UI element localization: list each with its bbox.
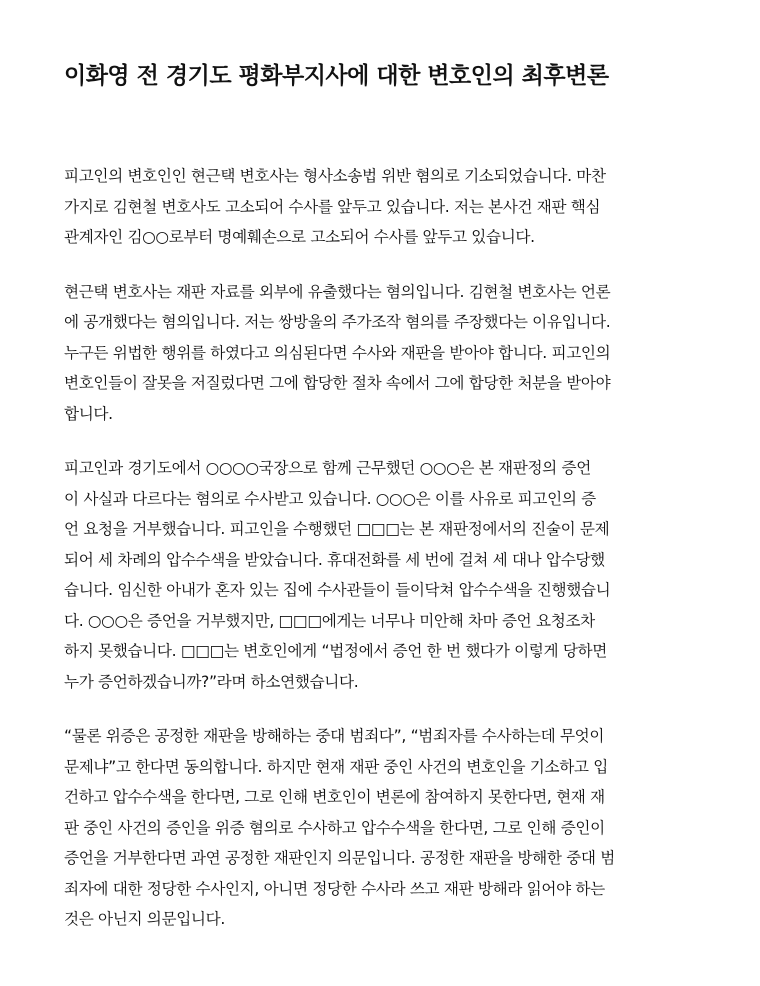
paragraph-1	[64, 161, 696, 253]
paragraph-line: 되어 세 차례의 압수수색을 받았습니다. 휴대전화를 세 번에 걸쳐 세 대나 압수당했	[64, 550, 605, 569]
paragraph-line: 하지 못했습니다. □□□는 변호인에게 “법정에서 증언 한 번 했다가 이렇게 당하면	[64, 642, 607, 660]
paragraph-4	[64, 721, 696, 935]
paragraph-line: “물론 위증은 공정한 재판을 방해하는 중대 범죄다”, “범죄자를 수사하는데 무엇이	[64, 727, 605, 745]
paragraph-line: 건하고 압수수색을 한다면, 그로 인해 변호인이 변론에 참여하지 못한다면, 현재 재	[64, 788, 605, 806]
paragraph-line: 누가 증언하겠습니까?”라며 하소연했습니다.	[64, 672, 359, 691]
paragraph-line: 증언을 거부한다면 과연 공정한 재판인지 의문입니다. 공정한 재판을 방해한 중대 범	[64, 849, 615, 867]
paragraph-3	[64, 453, 696, 697]
paragraph-line: 에 공개했다는 혐의입니다. 저는 쌍방울의 주가조작 혐의를 주장했다는 이유입니다.	[64, 313, 611, 331]
paragraph-line: 습니다. 임신한 아내가 혼자 있는 집에 수사관들이 들이닥쳐 압수수색을 진행했습니	[64, 581, 611, 599]
document-title: 이화영 전 경기도 평화부지사에 대한 변호인의 최후변론	[64, 63, 609, 89]
paragraph-line: 피고인과 경기도에서 ○○○○국장으로 함께 근무했던 ○○○은 본 재판정의 증언	[64, 459, 591, 477]
paragraph-line: 판 중인 사건의 증인을 위증 혐의로 수사하고 압수수색을 한다면, 그로 인해 증인이	[64, 818, 605, 837]
paragraph-line: 다. ○○○은 증언을 거부했지만, □□□에게는 너무나 미안해 차마 증언 요청조차	[64, 611, 595, 630]
paragraph-line: 누구든 위법한 행위를 하였다고 의심된다면 수사와 재판을 받아야 합니다. 피고인의	[64, 343, 611, 362]
paragraph-2	[64, 277, 696, 430]
paragraph-line: 변호인들이 잘못을 저질렀다면 그에 합당한 절차 속에서 그에 합당한 처분을 받아야	[64, 374, 611, 392]
paragraph-line: 죄자에 대한 정당한 수사인지, 아니면 정당한 수사라 쓰고 재판 방해라 읽어야 하는	[64, 879, 605, 898]
paragraph-line: 관계자인 김○○로부터 명예훼손으로 고소되어 수사를 앞두고 있습니다.	[64, 228, 535, 246]
paragraph-line: 가지로 김현철 변호사도 고소되어 수사를 앞두고 있습니다. 저는 본사건 재판 핵심	[64, 197, 601, 216]
document-body	[64, 161, 696, 959]
paragraph-line: 합니다.	[64, 404, 113, 423]
paragraph-line: 피고인의 변호인인 현근택 변호사는 형사소송법 위반 혐의로 기소되었습니다. 마찬	[64, 167, 606, 185]
paragraph-line: 언 요청을 거부했습니다. 피고인을 수행했던 □□□는 본 재판정에서의 진술이 문제	[64, 520, 610, 538]
paragraph-line: 현근택 변호사는 재판 자료를 외부에 유출했다는 혐의입니다. 김현철 변호사는 언론	[64, 282, 611, 301]
paragraph-line: 문제냐”고 한다면 동의합니다. 하지만 현재 재판 중인 사건의 변호인을 기소하고 입	[64, 757, 608, 776]
paragraph-line: 이 사실과 다르다는 혐의로 수사받고 있습니다. ○○○은 이를 사유로 피고인의 증	[64, 489, 596, 508]
paragraph-line: 것은 아닌지 의문입니다.	[64, 910, 225, 928]
